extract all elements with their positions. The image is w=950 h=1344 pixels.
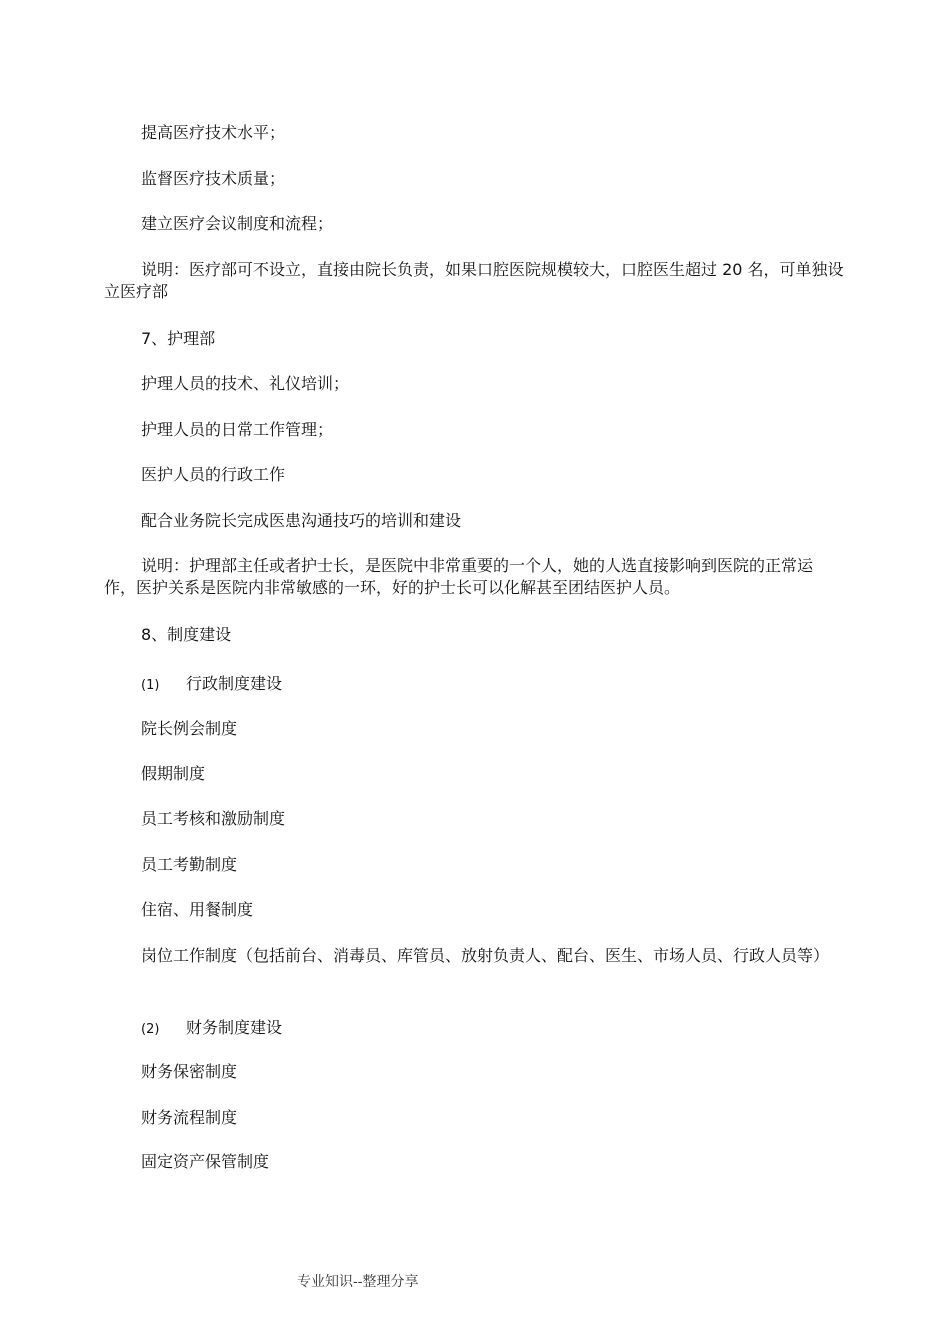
section-heading: 8、制度建设 bbox=[141, 625, 232, 644]
text-line: 员工考核和激励制度 bbox=[141, 809, 286, 828]
text-line: 护理人员的日常工作管理； bbox=[141, 420, 334, 439]
subsection-heading bbox=[141, 674, 282, 696]
paragraph: 岗位工作制度（包括前台、消毒员、库管员、放射负责人、配台、医生、市场人员、行政人员等） bbox=[141, 946, 830, 965]
text-line: 住宿、用餐制度 bbox=[141, 900, 254, 919]
subsection-title: 行政制度建设 bbox=[186, 674, 283, 693]
note-paragraph: 说明：医疗部可不设立，直接由院长负责，如果口腔医院规模较大，口腔医生超过 20 名，可单独设立医疗部 bbox=[104, 260, 844, 301]
note-paragraph: 说明：护理部主任或者护士长，是医院中非常重要的一个人，她的人选直接影响到医院的正常运作，医护关系是医院内非常敏感的一环，好的护士长可以化解甚至团结医护人员。 bbox=[104, 556, 814, 597]
text-line: 财务流程制度 bbox=[141, 1108, 238, 1127]
section-heading: 7、护理部 bbox=[141, 329, 216, 348]
subsection-title: 财务制度建设 bbox=[186, 1018, 283, 1037]
page-footer: 专业知识--整理分享 bbox=[297, 1274, 419, 1290]
text-line: 财务保密制度 bbox=[141, 1062, 238, 1081]
text-line: 固定资产保管制度 bbox=[141, 1152, 270, 1171]
text-line: 配合业务院长完成医患沟通技巧的培训和建设 bbox=[141, 511, 462, 530]
text-line: 院长例会制度 bbox=[141, 719, 238, 738]
text-line: 监督医疗技术质量； bbox=[141, 169, 286, 188]
text-line: 护理人员的技术、礼仪培训； bbox=[141, 374, 350, 393]
subsection-number: (1) bbox=[141, 678, 160, 693]
text-line: 提高医疗技术水平； bbox=[141, 123, 286, 142]
text-line: 假期制度 bbox=[141, 764, 206, 783]
text-line: 医护人员的行政工作 bbox=[141, 465, 286, 484]
text-line: 员工考勤制度 bbox=[141, 855, 238, 874]
subsection-heading bbox=[141, 1018, 282, 1040]
text-line: 建立医疗会议制度和流程； bbox=[141, 214, 334, 233]
subsection-number: (2) bbox=[141, 1022, 160, 1037]
